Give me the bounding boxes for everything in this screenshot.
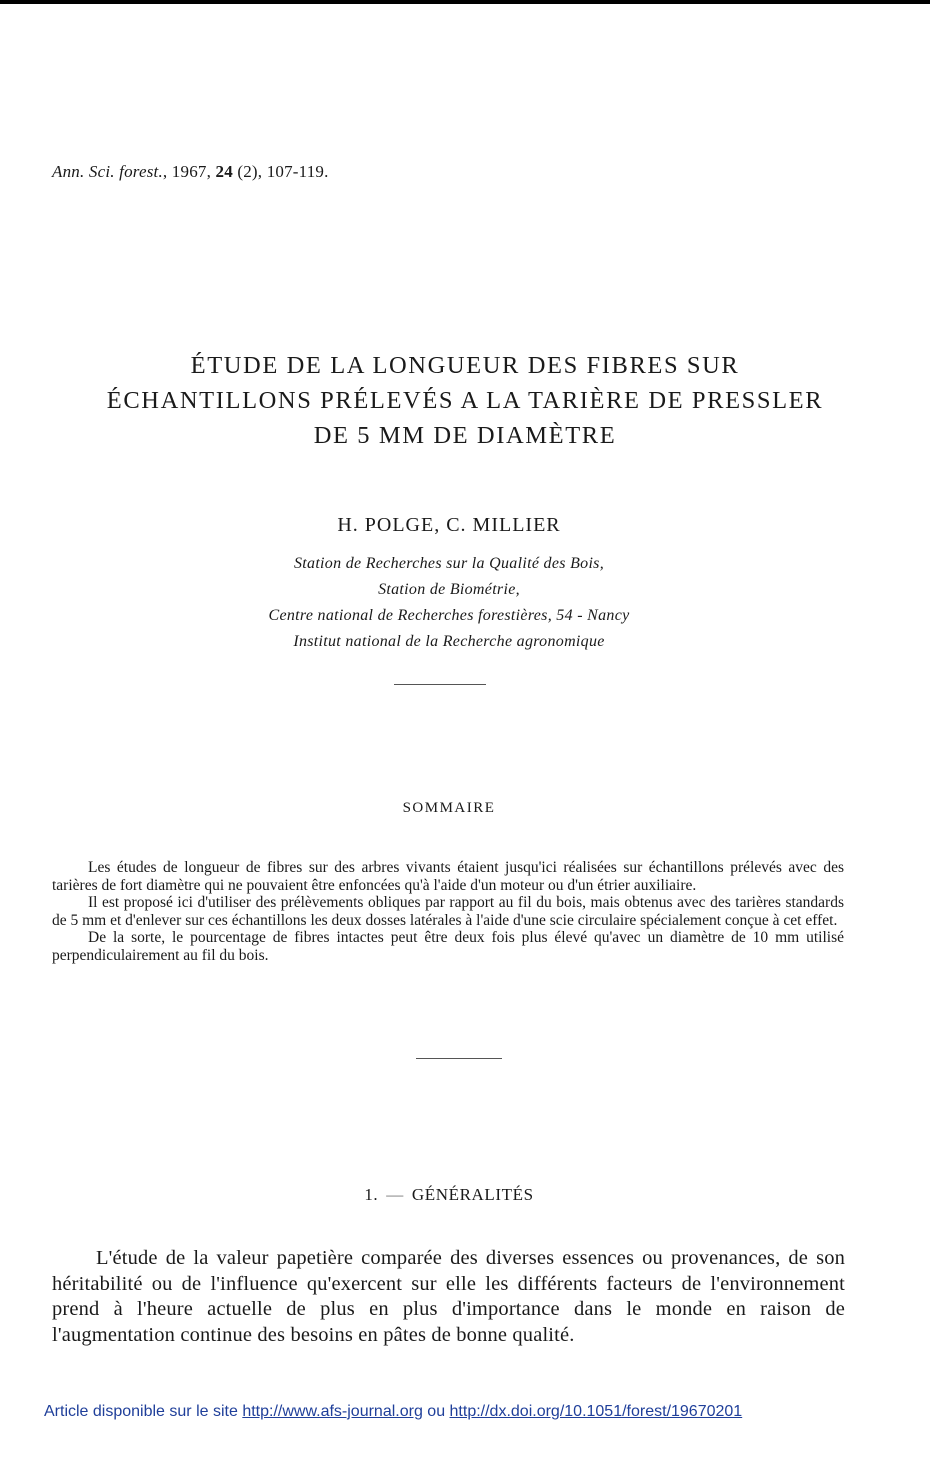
journal-citation (52, 162, 329, 182)
section-dash: — (386, 1185, 404, 1204)
title-line-2: ÉCHANTILLONS PRÉLEVÉS A LA TARIÈRE DE PRESSLER (106, 387, 824, 414)
section-number: 1. (364, 1185, 379, 1204)
separator-rule (394, 684, 486, 685)
summary-paragraph-3: De la sorte, le pourcentage de fibres intactes peut être deux fois plus élevé qu'avec un diamètre de 10 mm utilisé perpendiculairement au fil du bois. (52, 929, 844, 964)
summary-paragraph-2: Il est proposé ici d'utiliser des prélèvements obliques par rapport au fil du bois, mais obtenus avec des tarières standards de 5 mm et d'enlever sur ces échantillons les deux dosses latérales à l'aide d'une scie circulaire spécialement conçue à cet effet. (52, 894, 844, 929)
footer-prefix: Article disponible sur le site (44, 1403, 243, 1420)
title-line-3: DE 5 MM DE DIAMÈTRE (313, 422, 617, 449)
top-border-rule (0, 0, 930, 4)
citation-volume: 24 (215, 162, 233, 181)
affiliation-line-2: Station de Biométrie, (378, 581, 520, 598)
title-line-1: ÉTUDE DE LA LONGUEUR DES FIBRES SUR (190, 352, 740, 379)
citation-issue-pages: (2), 107-119. (232, 162, 329, 181)
footer-middle: ou (422, 1403, 450, 1420)
affiliation-line-1: Station de Recherches sur la Qualité des Bois, (293, 555, 605, 572)
summary-heading: SOMMAIRE (402, 800, 496, 816)
summary-paragraph-1: Les études de longueur de fibres sur des arbres vivants étaient jusqu'ici réalisées sur échantillons prélevés avec des tarières de fort diamètre qui ne pouvaient être enfoncées qu'à l'aide d'un moteur ou d'un étrier auxiliaire. (52, 859, 844, 894)
summary-body (52, 859, 844, 965)
separator-rule (416, 1058, 502, 1059)
section-heading (0, 1185, 898, 1205)
section-title: GÉNÉRALITÉS (411, 1185, 534, 1204)
journal-site-link[interactable]: http://www.afs-journal.org (242, 1403, 423, 1420)
citation-year: , 1967, (162, 162, 216, 181)
affiliations (0, 551, 898, 655)
affiliation-line-3: Centre national de Recherches forestières, 54 - Nancy (268, 607, 630, 624)
body-text (52, 1246, 845, 1348)
doi-link[interactable]: http://dx.doi.org/10.1051/forest/19670201 (449, 1403, 743, 1420)
affiliation-line-4: Institut national de la Recherche agronomique (293, 633, 605, 650)
authors: H. POLGE, C. MILLIER (337, 514, 561, 536)
body-paragraph: L'étude de la valeur papetière comparée des diverses essences ou provenances, de son héritabilité ou de l'influence qu'exercent sur elle les différents facteurs de l'environnement prend à l'heure actuelle de plus en plus d'importance dans le monde en raison de l'augmentation continue des besoins en pâtes de bonne qualité. (52, 1247, 845, 1346)
journal-name: Ann. Sci. forest. (52, 162, 163, 181)
availability-footer (44, 1403, 742, 1421)
article-title (40, 348, 890, 453)
